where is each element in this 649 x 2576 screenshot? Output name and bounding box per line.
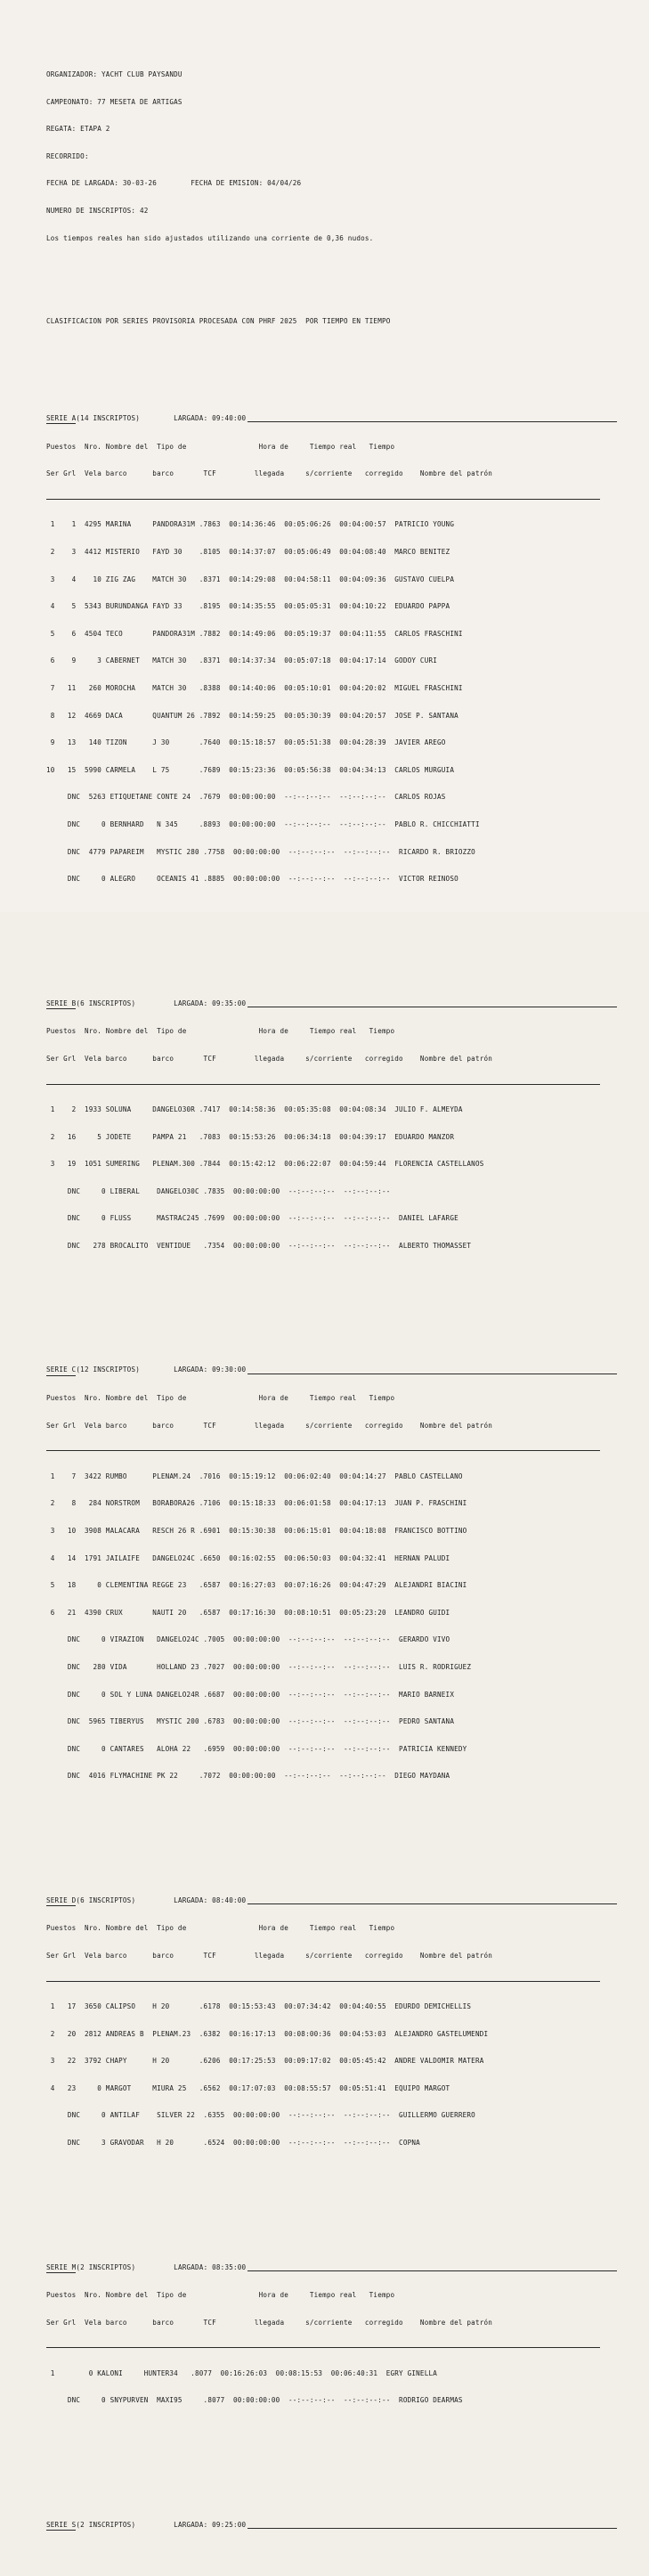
serie-d-largada: 08:40:00	[212, 1895, 247, 1904]
header-line-inscriptos: NUMERO DE INSCRIPTOS: 42	[46, 207, 149, 216]
serie-m-inscriptos: (2 INSCRIPTOS)	[76, 2262, 136, 2271]
serie-m-colhdr-2: Ser Grl Vela barco barco TCF llegada s/corriente corregido Nombre del patrón	[46, 2318, 493, 2327]
table-row: 2 16 5 JODETE PAMPA 21 .7083 00:15:53:26 00:06:34:18 00:04:39:17 EDUARDO MANZOR	[46, 1132, 455, 1141]
serie-a-inscriptos: (14 INSCRIPTOS)	[76, 414, 140, 423]
header-block	[46, 53, 617, 262]
header-line-regata: REGATA: ETAPA 2	[46, 125, 110, 134]
serie-block-s	[46, 2502, 617, 2548]
serie-s-title-row	[46, 2521, 617, 2531]
serie-m-title-row	[46, 2263, 617, 2273]
serie-block-m	[46, 2245, 617, 2424]
table-row: 10 15 5990 CARMELA L 75 .7689 00:15:23:36 00:05:56:38 00:04:34:13 CARLOS MURGUIA	[46, 765, 455, 774]
table-row: 1 2 1933 SOLUNA DANGELO30R .7417 00:14:58:36 00:05:35:08 00:04:08:34 JULIO F. ALMEYDA	[46, 1105, 463, 1113]
serie-d-colhdr-1: Puestos Nro. Nombre del Tipo de Hora de Tiempo real Tiempo	[46, 1924, 395, 1933]
serie-a-colhdr-1: Puestos Nro. Nombre del Tipo de Hora de Tiempo real Tiempo	[46, 442, 395, 451]
table-row: 4 14 1791 JAILAIFE DANGELO24C .6650 00:16:02:55 00:06:50:03 00:04:32:41 HERNAN PALUDI	[46, 1553, 450, 1562]
table-row: DNC 0 LIBERAL DANGELO30C .7835 00:00:00:00 --:--:--:-- --:--:--:--	[46, 1186, 391, 1195]
header-line-corriente: Los tiempos reales han sido ajustados utilizando una corriente de 0,36 nudos.	[46, 233, 374, 242]
table-row: 1 1 4295 MARINA PANDORA31M .7863 00:14:36:46 00:05:06:26 00:04:00:57 PATRICIO YOUNG	[46, 520, 455, 529]
table-row: DNC 0 BERNHARD N 345 .8893 00:00:00:00 --:--:--:-- --:--:--:-- PABLO R. CHICCHIATTI	[46, 820, 480, 829]
header-line-campeonato: CAMPEONATO: 77 MESETA DE ARTIGAS	[46, 97, 183, 106]
serie-s-title-rule	[247, 2527, 617, 2529]
table-row: DNC 278 BROCALITO VENTIDUE .7354 00:00:00:00 --:--:--:-- --:--:--:-- ALBERTO THOMASSET	[46, 1242, 472, 1250]
serie-a-title-row	[46, 414, 617, 424]
table-row: 1 7 3422 RUMBO PLENAM.24 .7016 00:15:19:12 00:06:02:40 00:04:14:27 PABLO CASTELLANO	[46, 1471, 463, 1480]
serie-m-largada-label: LARGADA:	[174, 2262, 208, 2271]
table-row: 4 23 0 MARGOT MIURA 25 .6562 00:17:07:03 00:08:55:57 00:05:51:41 EQUIPO MARGOT	[46, 2083, 450, 2092]
report-body	[46, 25, 617, 2576]
serie-d-header-rule	[46, 1981, 600, 1982]
table-row: DNC 4779 PAPAREIM MYSTIC 280 .7758 00:00:00:00 --:--:--:-- --:--:--:-- RICARDO R. BRIOZZO	[46, 847, 475, 856]
serie-d-largada-label: LARGADA:	[174, 1895, 208, 1904]
serie-c-title-row	[46, 1365, 617, 1375]
serie-m-header-rule	[46, 2347, 600, 2348]
serie-s-largada-label: LARGADA:	[174, 2520, 208, 2529]
serie-a-title-rule	[247, 420, 617, 422]
serie-b-largada: 09:35:00	[212, 999, 247, 1007]
header-line-recorrido: RECORRIDO:	[46, 151, 89, 160]
serie-c-colhdr-2: Ser Grl Vela barco barco TCF llegada s/corriente corregido Nombre del patrón	[46, 1421, 493, 1430]
classification-line: CLASIFICACION POR SERIES PROVISORIA PROCESADA CON PHRF 2025 POR TIEMPO EN TIEMPO	[46, 317, 391, 326]
table-row: 7 11 260 MOROCHA MATCH 30 .8388 00:14:40:06 00:05:10:01 00:04:20:02 MIGUEL FRASCHINI	[46, 684, 463, 693]
serie-b-title-row	[46, 999, 617, 1009]
table-row: 3 22 3792 CHAPY H 20 .6206 00:17:25:53 00:09:17:02 00:05:45:42 ANDRE VALDOMIR MATERA	[46, 2057, 484, 2066]
serie-a-header-rule	[46, 499, 600, 500]
serie-s-name: SERIE S	[46, 2521, 76, 2531]
serie-b-colhdr-1: Puestos Nro. Nombre del Tipo de Hora de Tiempo real Tiempo	[46, 1027, 395, 1036]
serie-c-largada-label: LARGADA:	[174, 1365, 208, 1374]
table-row: 1 0 KALONI HUNTER34 .8077 00:16:26:03 00:08:15:53 00:06:40:31 EGRY GINELLA	[46, 2368, 438, 2377]
header-line-organizador: ORGANIZADOR: YACHT CLUB PAYSANDU	[46, 70, 183, 79]
table-row: DNC 5965 TIBERYUS MYSTIC 200 .6783 00:00:00:00 --:--:--:-- --:--:--:-- PEDRO SANTANA	[46, 1717, 455, 1726]
table-row: 8 12 4669 DACA QUANTUM 26 .7892 00:14:59:25 00:05:30:39 00:04:20:57 JOSE P. SANTANA	[46, 711, 458, 720]
serie-c-name: SERIE C	[46, 1365, 76, 1375]
serie-s-inscriptos: (2 INSCRIPTOS)	[76, 2520, 136, 2529]
table-row: DNC 0 FLUSS MASTRAC245 .7699 00:00:00:00 --:--:--:-- --:--:--:-- DANIEL LAFARGE	[46, 1214, 458, 1223]
serie-c-header-rule	[46, 1450, 600, 1451]
table-row: DNC 0 VIRAZION DANGELO24C .7005 00:00:00:00 --:--:--:-- --:--:--:-- GERARDO VIVO	[46, 1635, 450, 1644]
serie-m-colhdr-1: Puestos Nro. Nombre del Tipo de Hora de Tiempo real Tiempo	[46, 2291, 395, 2300]
header-line-fechas: FECHA DE LARGADA: 30-03-26 FECHA DE EMISION: 04/04/26	[46, 179, 302, 188]
table-row: DNC 4016 FLYMACHINE PK 22 .7072 00:00:00:00 --:--:--:-- --:--:--:-- DIEGO MAYDANA	[46, 1772, 450, 1781]
serie-s-largada: 09:25:00	[212, 2520, 247, 2529]
table-row: 2 8 284 NORSTROM BORABORA26 .7106 00:15:18:33 00:06:01:58 00:04:17:13 JUAN P. FRASCHINI	[46, 1499, 467, 1508]
table-row: 6 9 3 CABERNET MATCH 30 .8371 00:14:37:34 00:05:07:18 00:04:17:14 GODOY CURI	[46, 656, 438, 665]
table-row: DNC 0 ANTILAF SILVER 22 .6355 00:00:00:00 --:--:--:-- --:--:--:-- GUILLERMO GUERRERO	[46, 2111, 475, 2120]
table-row: DNC 280 VIDA HOLLAND 23 .7027 00:00:00:00 --:--:--:-- --:--:--:-- LUIS R. RODRIGUEZ	[46, 1662, 472, 1671]
table-row: 3 4 10 ZIG ZAG MATCH 30 .8371 00:14:29:08 00:04:58:11 00:04:09:36 GUSTAVO CUELPA	[46, 575, 455, 583]
serie-m-largada: 08:35:00	[212, 2262, 247, 2271]
table-row: 2 20 2812 ANDREAS B PLENAM.23 .6382 00:16:17:13 00:08:00:36 00:04:53:03 ALEJANDRO GASTELUMENDI	[46, 2029, 489, 2038]
serie-b-header-rule	[46, 1084, 600, 1085]
serie-c-title-rule	[247, 1373, 617, 1374]
serie-a-name: SERIE A	[46, 414, 76, 424]
serie-block-b	[46, 981, 617, 1268]
serie-c-colhdr-1: Puestos Nro. Nombre del Tipo de Hora de Tiempo real Tiempo	[46, 1394, 395, 1403]
serie-m-title-rule	[247, 2270, 617, 2271]
serie-block-a	[46, 396, 617, 902]
serie-d-title-row	[46, 1896, 617, 1906]
serie-block-d	[46, 1878, 617, 2165]
serie-d-inscriptos: (6 INSCRIPTOS)	[76, 1895, 136, 1904]
serie-c-largada: 09:30:00	[212, 1365, 247, 1374]
table-row: 2 3 4412 MISTERIO FAYD 30 .8105 00:14:37:07 00:05:06:49 00:04:08:40 MARCO BENITEZ	[46, 547, 450, 556]
serie-d-name: SERIE D	[46, 1896, 76, 1906]
serie-b-inscriptos: (6 INSCRIPTOS)	[76, 999, 136, 1007]
table-row: 1 17 3650 CALIPSO H 20 .6178 00:15:53:43 00:07:34:42 00:04:40:55 EDURDO DEMICHELLIS	[46, 2002, 472, 2011]
serie-block-c	[46, 1348, 617, 1799]
table-row: DNC 0 SNYPURVEN MAXI95 .8077 00:00:00:00 --:--:--:-- --:--:--:-- RODRIGO DEARMAS	[46, 2396, 463, 2405]
table-row: 5 18 0 CLEMENTINA REGGE 23 .6587 00:16:27:03 00:07:16:26 00:04:47:29 ALEJANDRI BIACINI	[46, 1581, 467, 1590]
table-row: DNC 0 CANTARES ALOHA 22 .6959 00:00:00:00 --:--:--:-- --:--:--:-- PATRICIA KENNEDY	[46, 1744, 467, 1753]
serie-a-largada: 09:40:00	[212, 414, 247, 423]
serie-c-inscriptos: (12 INSCRIPTOS)	[76, 1365, 140, 1374]
serie-b-title-rule	[247, 1006, 617, 1007]
table-row: 3 10 3908 MALACARA RESCH 26 R .6901 00:15:30:38 00:06:15:01 00:04:18:08 FRANCISCO BOTTINO	[46, 1526, 467, 1535]
serie-a-largada-label: LARGADA:	[174, 414, 208, 423]
serie-b-name: SERIE B	[46, 999, 76, 1009]
table-row: DNC 0 SOL Y LUNA DANGELO24R .6687 00:00:00:00 --:--:--:-- --:--:--:-- MARIO BARNEIX	[46, 1690, 455, 1699]
serie-m-name: SERIE M	[46, 2263, 76, 2273]
table-row: DNC 0 ALEGRO OCEANIS 41 .8885 00:00:00:00 --:--:--:-- --:--:--:-- VICTOR REINOSO	[46, 875, 458, 884]
table-row: DNC 5263 ETIQUETANE CONTE 24 .7679 00:00:00:00 --:--:--:-- --:--:--:-- CARLOS ROJAS	[46, 793, 446, 802]
table-row: 9 13 140 TIZON J 30 .7640 00:15:18:57 00:05:51:38 00:04:28:39 JAVIER AREGO	[46, 738, 446, 747]
serie-a-colhdr-2: Ser Grl Vela barco barco TCF llegada s/corriente corregido Nombre del patrón	[46, 469, 493, 478]
table-row: 4 5 5343 BURUNDANGA FAYD 33 .8195 00:14:35:55 00:05:05:31 00:04:10:22 EDUARDO PAPPA	[46, 602, 450, 611]
serie-b-colhdr-2: Ser Grl Vela barco barco TCF llegada s/corriente corregido Nombre del patrón	[46, 1054, 493, 1063]
serie-d-colhdr-2: Ser Grl Vela barco barco TCF llegada s/corriente corregido Nombre del patrón	[46, 1952, 493, 1961]
table-row: 3 19 1051 SUMERING PLENAM.300 .7844 00:15:42:12 00:06:22:07 00:04:59:44 FLORENCIA CASTELLANOS	[46, 1160, 484, 1169]
table-row: DNC 3 GRAVODAR H 20 .6524 00:00:00:00 --:--:--:-- --:--:--:-- COPNA	[46, 2139, 420, 2148]
serie-d-title-rule	[247, 1903, 617, 1904]
table-row: 5 6 4504 TECO PANDORA31M .7882 00:14:49:06 00:05:19:37 00:04:11:55 CARLOS FRASCHINI	[46, 629, 463, 638]
serie-b-largada-label: LARGADA:	[174, 999, 208, 1007]
table-row: 6 21 4390 CRUX NAUTI 20 .6587 00:17:16:30 00:08:10:51 00:05:23:20 LEANDRO GUIDI	[46, 1608, 450, 1617]
